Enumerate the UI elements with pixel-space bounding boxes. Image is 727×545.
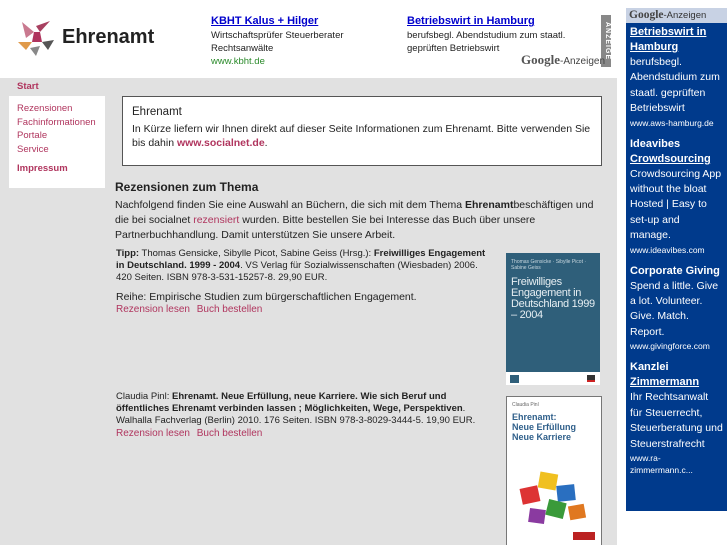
intro-text <box>132 122 592 150</box>
header-ad-1[interactable] <box>211 15 401 68</box>
tip-label: Tipp: <box>116 248 140 259</box>
book-cover-1[interactable] <box>506 253 600 385</box>
cover-2-title-line-3: Neue Karriere <box>512 432 572 442</box>
anzeige-label-vertical: ANZEIGE <box>601 15 611 67</box>
site-title[interactable]: Ehrenamt <box>62 26 155 48</box>
book-1-series: Reihe: Empirische Studien zum bürgerschaftlichen Engagement. <box>116 291 417 303</box>
book-1-details: . VS Verlag für Sozialwissenschaften (Wiesbaden) 2006. 420 Seiten. ISBN 978-3-531-15257-8. 29,90 EUR. <box>116 260 478 283</box>
main-content <box>106 78 617 545</box>
right-ad-2[interactable] <box>626 135 727 256</box>
right-ad-2-title-2[interactable]: Crowdsourcing <box>630 152 711 165</box>
right-ad-2-title[interactable]: Ideavibes <box>630 137 681 150</box>
right-google-ads-label[interactable] <box>626 8 727 23</box>
section-title: Rezensionen zum Thema <box>115 180 259 194</box>
header-ad-2[interactable] <box>407 15 597 55</box>
right-google-logo: Google <box>629 9 664 21</box>
right-ad-column <box>626 8 727 511</box>
right-ad-4-url[interactable]: www.ra-zimmermann.c... <box>630 452 693 475</box>
header-ad-1-url[interactable]: www.kbht.de <box>211 56 265 67</box>
cover-1-footer <box>506 372 600 385</box>
lead-text-1: Nachfolgend finden Sie eine Auswahl an Büchern, die sich mit dem Thema <box>115 199 466 211</box>
right-ad-4-title-2[interactable]: Zimmermann <box>630 376 700 389</box>
right-ad-1-title[interactable]: Betriebswirt in Hamburg <box>630 26 707 53</box>
nav-item-portale[interactable]: Portale <box>17 130 48 141</box>
book-entry-1 <box>116 248 496 316</box>
ministry-logo-icon <box>587 375 595 382</box>
cover-2-title <box>512 412 596 442</box>
cover-1-title: Freiwilliges Engagement in Deutschland 1999 – 2004 <box>511 276 595 321</box>
right-ad-3-desc: Spend a little. Give a lot. Volunteer. Give. Match. Report. <box>630 279 719 338</box>
nav-item-fachinformationen[interactable]: Fachinformationen <box>17 116 96 128</box>
logo-icon[interactable] <box>16 18 56 58</box>
order-link-1[interactable]: Buch bestellen <box>196 304 263 315</box>
rezensiert-link[interactable]: rezensiert <box>193 214 240 226</box>
sidebar-nav <box>9 78 105 188</box>
header-ad-2-desc: berufsbegl. Abendstudium zum staatl. geprüften Betriebswirt <box>407 30 566 54</box>
header-ad-1-title[interactable]: KBHT Kalus + Hilger <box>211 15 319 27</box>
header-ad-2-title[interactable]: Betriebswirt in Hamburg <box>407 15 535 27</box>
cover-2-title-line-1: Ehrenamt: <box>512 412 557 422</box>
section-lead <box>115 198 605 243</box>
socialnet-link[interactable]: www.socialnet.de <box>176 137 265 149</box>
header-ad-1-desc: Wirtschaftsprüfer Steuerberater Rechtsanwälte <box>211 30 344 54</box>
book-cover-2[interactable] <box>506 396 602 545</box>
right-ad-2-url[interactable]: www.ideavibes.com <box>630 244 705 255</box>
book-2-authors: Claudia Pinl: <box>116 391 172 402</box>
right-ad-4[interactable] <box>626 358 727 476</box>
cover-2-title-line-2: Neue Erfüllung <box>512 422 577 432</box>
google-ads-label[interactable] <box>521 52 605 68</box>
google-logo: Google <box>521 52 560 67</box>
nav-item-service[interactable]: Service <box>17 143 49 155</box>
right-ad-1-desc: berufsbegl. Abendstudium zum staatl. geprüften Betriebswirt <box>630 56 720 115</box>
book-1-title: Freiwilliges Engagement in Deutschland. 1999 - 2004 <box>116 248 486 271</box>
cover-2-author: Claudia Pinl <box>512 402 539 408</box>
nav-item-rezensionen[interactable]: Rezensionen <box>17 103 73 114</box>
right-ad-4-desc: Ihr Rechtsanwalt für Steuerrecht, Steuerberatung und Steuerstrafrecht <box>630 391 723 450</box>
lead-text-3: wurden. Bitte bestellen Sie bei Interesse das Buch über unsere Partnerbuchhandlung. Damit unterstützen Sie unsere Arbeit. <box>115 214 536 241</box>
right-ad-4-title[interactable]: Kanzlei <box>630 361 669 374</box>
intro-text-body: In Kürze liefern wir Ihnen direkt auf dieser Seite Informationen zum Ehrenamt. Bitte verwenden Sie bis dahin <box>132 123 591 149</box>
right-anzeigen-label: -Anzeigen <box>663 10 707 21</box>
nav-item-impressum[interactable]: Impressum <box>17 163 68 174</box>
publisher-logo-icon <box>510 375 519 383</box>
right-ad-3-title[interactable]: Corporate Giving <box>630 264 720 277</box>
intro-text-end: . <box>264 137 268 149</box>
book-1-authors: Thomas Gensicke, Sibylle Picot, Sabine Geiss (Hrsg.): <box>139 248 374 259</box>
intro-title: Ehrenamt <box>132 106 182 118</box>
book-entry-2 <box>116 391 494 440</box>
review-link-2[interactable]: Rezension lesen <box>116 428 190 439</box>
cover-1-authors: Thomas Gensicke · Sibylle Picot · Sabine Geiss <box>511 259 587 271</box>
right-ad-1-url[interactable]: www.aws-hamburg.de <box>630 117 714 128</box>
intro-box <box>122 96 602 166</box>
puzzle-image <box>517 465 593 533</box>
book-2-details: . Walhalla Fachverlag (Berlin) 2010. 176 Seiten. ISBN 978-3-8029-3444-5. 19,90 EUR. <box>116 403 476 426</box>
right-ad-1[interactable] <box>626 23 727 129</box>
right-ad-2-desc: Crowdsourcing App without the bloat Hosted | Easy to set-up and manage. <box>630 167 722 242</box>
book-2-title: Ehrenamt. Neue Erfüllung, neue Karriere. Wie sich Beruf und öffentliches Ehrenamt verbinden lassen ; Möglichkeiten, Wege, Perspektiven <box>116 391 463 414</box>
right-ad-3-url[interactable]: www.givingforce.com <box>630 341 710 352</box>
lead-text-2: beschäftigen und die bei socialnet <box>115 199 594 226</box>
order-link-2[interactable]: Buch bestellen <box>196 428 263 439</box>
walhalla-logo-icon <box>573 532 595 540</box>
right-ad-3[interactable] <box>626 262 727 353</box>
book-1-links <box>116 304 496 316</box>
lead-bold: Ehrenamt <box>465 199 514 211</box>
review-link-1[interactable]: Rezension lesen <box>116 304 190 315</box>
book-2-links <box>116 428 494 440</box>
header <box>0 0 617 78</box>
nav-item-start[interactable]: Start <box>9 78 105 96</box>
anzeigen-label: -Anzeigen <box>560 56 606 67</box>
